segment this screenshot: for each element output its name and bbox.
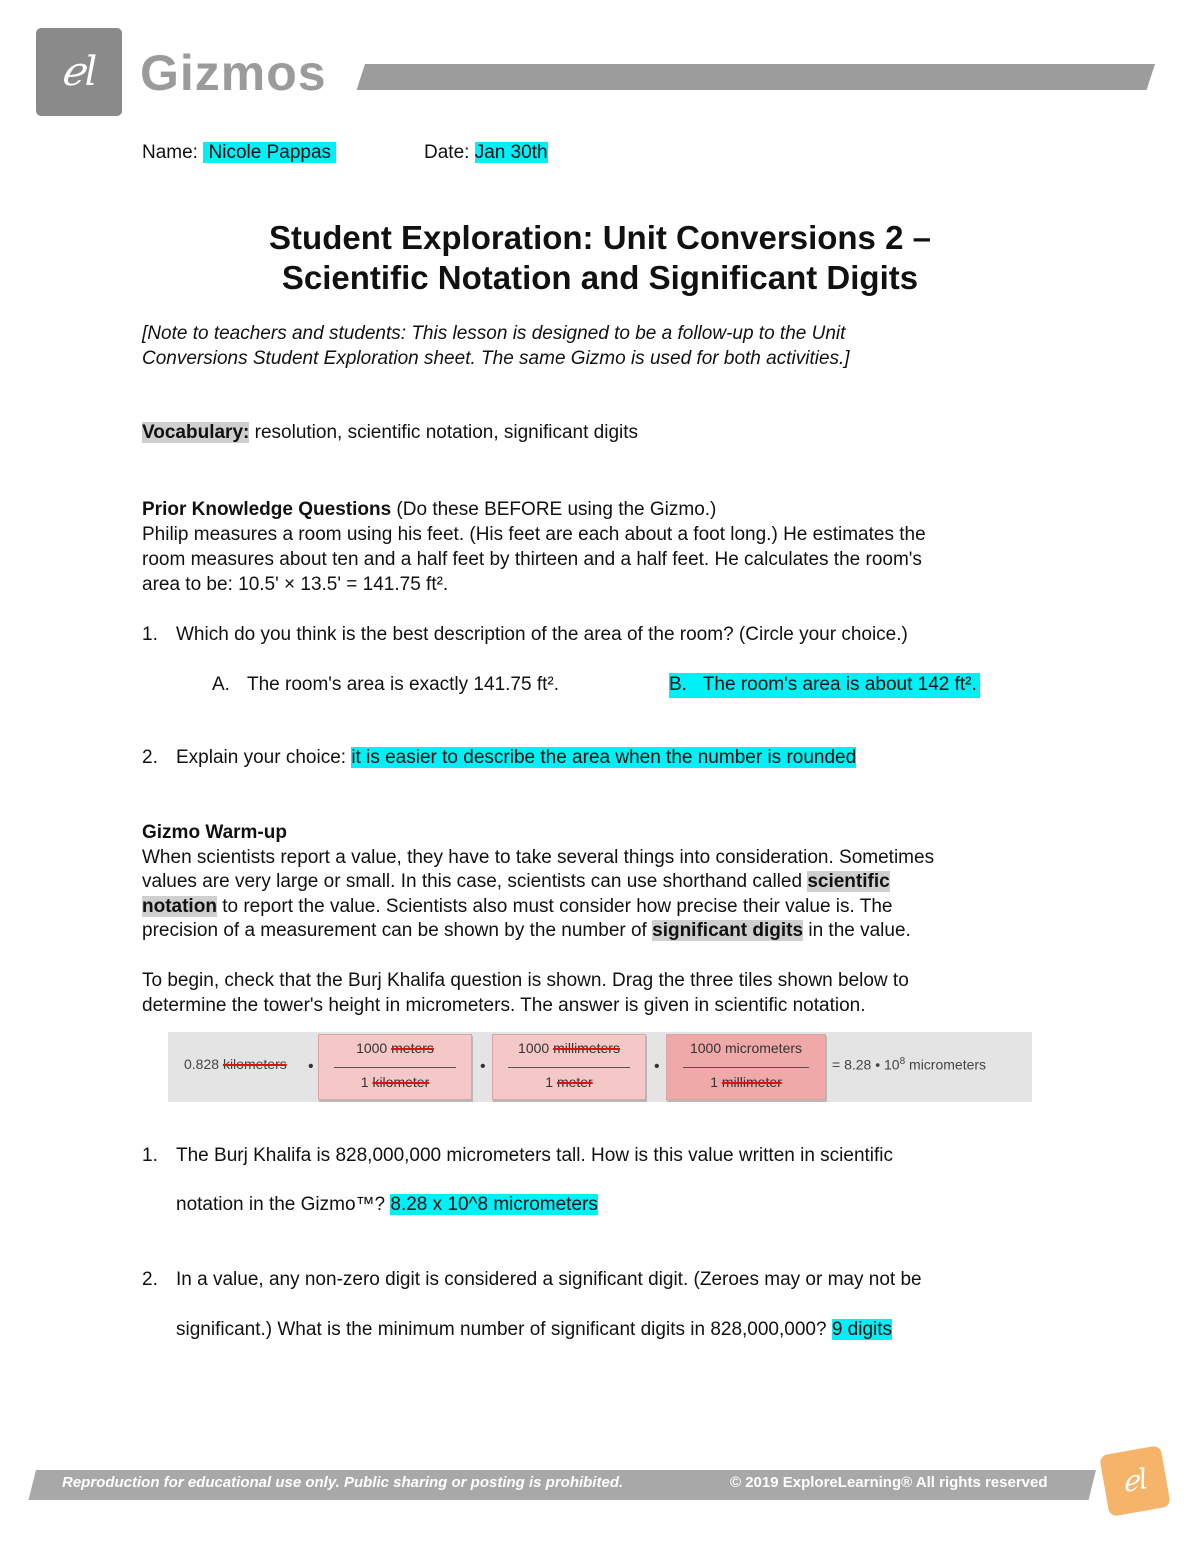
q1-answer: 8.28 x 10^8 micrometers xyxy=(390,1194,598,1215)
option-b-label: B. xyxy=(669,674,687,695)
tile-3-fraction-bar xyxy=(683,1067,809,1068)
chain-dot-2: • xyxy=(480,1058,486,1075)
prior-q2-number: 2. xyxy=(142,747,158,768)
name-value: Nicole Pappas xyxy=(203,142,336,163)
chain-result: = 8.28 • $10^8$ micrometers xyxy=(832,1056,987,1073)
option-a-text: The room's area is exactly 141.75 ft². xyxy=(247,674,559,695)
note-line1: [Note to teachers and students: This lesson is designed to be a follow-up to the Unit xyxy=(142,323,846,344)
tile-1-numerator: 1000 meters xyxy=(356,1040,434,1056)
q1-line2 xyxy=(176,1193,598,1218)
option-a-label: A. xyxy=(212,674,230,695)
gizmos-brand: Gizmos xyxy=(140,45,327,101)
warmup-line2-text: values are very large or small. In this case, scientists can use shorthand called xyxy=(142,871,808,892)
conversion-tile-3[interactable] xyxy=(666,1034,826,1100)
prior-q2-row xyxy=(176,746,856,771)
warmup-line3-text: to report the value. Scientists also must consider how precise their value is. The xyxy=(216,896,893,917)
note-line2: Conversions Student Exploration sheet. The same Gizmo is used for both activities.] xyxy=(142,348,850,369)
warmup-line2 xyxy=(142,870,890,895)
warmup-line4-text: precision of a measurement can be shown by the number of xyxy=(142,920,653,941)
prior-heading-row xyxy=(142,498,716,523)
q1-line1: The Burj Khalifa is 828,000,000 micrometers tall. How is this value written in scientific xyxy=(176,1145,894,1166)
option-b-text: The room's area is about 142 ft². xyxy=(702,674,977,695)
q1-line2-text: notation in the Gizmo™? xyxy=(176,1194,391,1215)
vocabulary-terms: resolution, scientific notation, significant digits xyxy=(249,422,639,443)
prior-paragraph-line1: Philip measures a room using his feet. (His feet are each about a foot long.) He estimates the xyxy=(142,524,926,545)
chain-start xyxy=(184,1056,287,1072)
prior-q1-text: Which do you think is the best description of the area of the room? (Circle your choice.) xyxy=(176,624,908,645)
q2-line2 xyxy=(176,1318,892,1343)
prior-paragraph-line2: room measures about ten and a half feet by thirteen and a half feet. He calculates the room's xyxy=(142,549,922,570)
prior-q1-number: 1. xyxy=(142,624,158,645)
warmup-line4-end: in the value. xyxy=(803,920,911,941)
conversion-tile-2[interactable] xyxy=(492,1034,646,1100)
prior-q2-text: Explain your choice: xyxy=(176,747,352,768)
chain-start-unit: kilometers xyxy=(222,1056,287,1072)
q2-number: 2. xyxy=(142,1269,158,1290)
prior-paragraph-line3: area to be: 10.5' × 13.5' = 141.75 ft². xyxy=(142,574,449,595)
warmup-line1: When scientists report a value, they have to take several things into consideration. Sometimes xyxy=(142,847,935,868)
term-scientific: scientific xyxy=(807,871,890,892)
page-title-line2: Scientific Notation and Significant Digits xyxy=(281,259,919,296)
name-label: Name: xyxy=(142,142,198,163)
explorelearning-logo xyxy=(36,28,122,116)
warmup-heading: Gizmo Warm-up xyxy=(142,822,287,843)
tile-3-denominator: 1 millimeter xyxy=(710,1074,782,1090)
page-title-line1: Student Exploration: Unit Conversions 2 – xyxy=(269,219,931,256)
q2-answer: 9 digits xyxy=(831,1319,893,1340)
date-row xyxy=(424,141,548,166)
prior-heading-note: (Do these BEFORE using the Gizmo.) xyxy=(391,499,717,520)
warmup-line5: To begin, check that the Burj Khalifa question is shown. Drag the three tiles shown below to xyxy=(142,970,909,991)
chain-dot-3: • xyxy=(654,1058,660,1075)
chain-dot-1: • xyxy=(308,1058,314,1075)
footer-logo-glyph: ℯl xyxy=(1119,1462,1151,1499)
footer-disclaimer: Reproduction for educational use only. Public sharing or posting is prohibited. xyxy=(62,1474,624,1491)
option-b xyxy=(669,673,980,698)
tile-2-fraction-bar xyxy=(508,1067,630,1068)
date-label: Date: xyxy=(424,142,470,163)
warmup-line4 xyxy=(142,919,911,944)
name-row xyxy=(142,141,336,166)
conversion-tile-1[interactable] xyxy=(318,1034,472,1100)
q1-number: 1. xyxy=(142,1145,158,1166)
logo-glyph: ℯl xyxy=(60,49,98,95)
tile-1-fraction-bar xyxy=(334,1067,456,1068)
date-value: Jan 30th xyxy=(474,142,548,163)
tile-2-numerator: 1000 millimeters xyxy=(518,1040,620,1056)
warmup-line3 xyxy=(142,895,892,920)
vocabulary-label: Vocabulary: xyxy=(142,422,250,443)
footer-copyright: © 2019 ExploreLearning® All rights reserved xyxy=(730,1474,1048,1491)
header-bar xyxy=(357,64,1155,90)
warmup-line6: determine the tower's height in micrometers. The answer is given in scientific notation. xyxy=(142,995,866,1016)
prior-q2-answer: it is easier to describe the area when the number is rounded xyxy=(351,747,857,768)
term-significant-digits: significant digits xyxy=(652,920,804,941)
conversion-chain-figure xyxy=(168,1032,1032,1102)
q2-line1: In a value, any non-zero digit is considered a significant digit. (Zeroes may or may not be xyxy=(176,1269,922,1290)
tile-2-denominator: 1 meter xyxy=(545,1074,593,1090)
q2-line2-text: significant.) What is the minimum number of significant digits in 828,000,000? xyxy=(176,1319,832,1340)
term-notation: notation xyxy=(142,896,217,917)
tile-1-denominator: 1 kilometer xyxy=(360,1074,430,1090)
footer-logo xyxy=(1099,1445,1171,1517)
prior-heading: Prior Knowledge Questions xyxy=(142,499,392,520)
vocabulary xyxy=(142,421,638,446)
chain-start-value: 0.828 xyxy=(184,1056,220,1072)
tile-3-numerator: 1000 micrometers xyxy=(689,1040,803,1056)
